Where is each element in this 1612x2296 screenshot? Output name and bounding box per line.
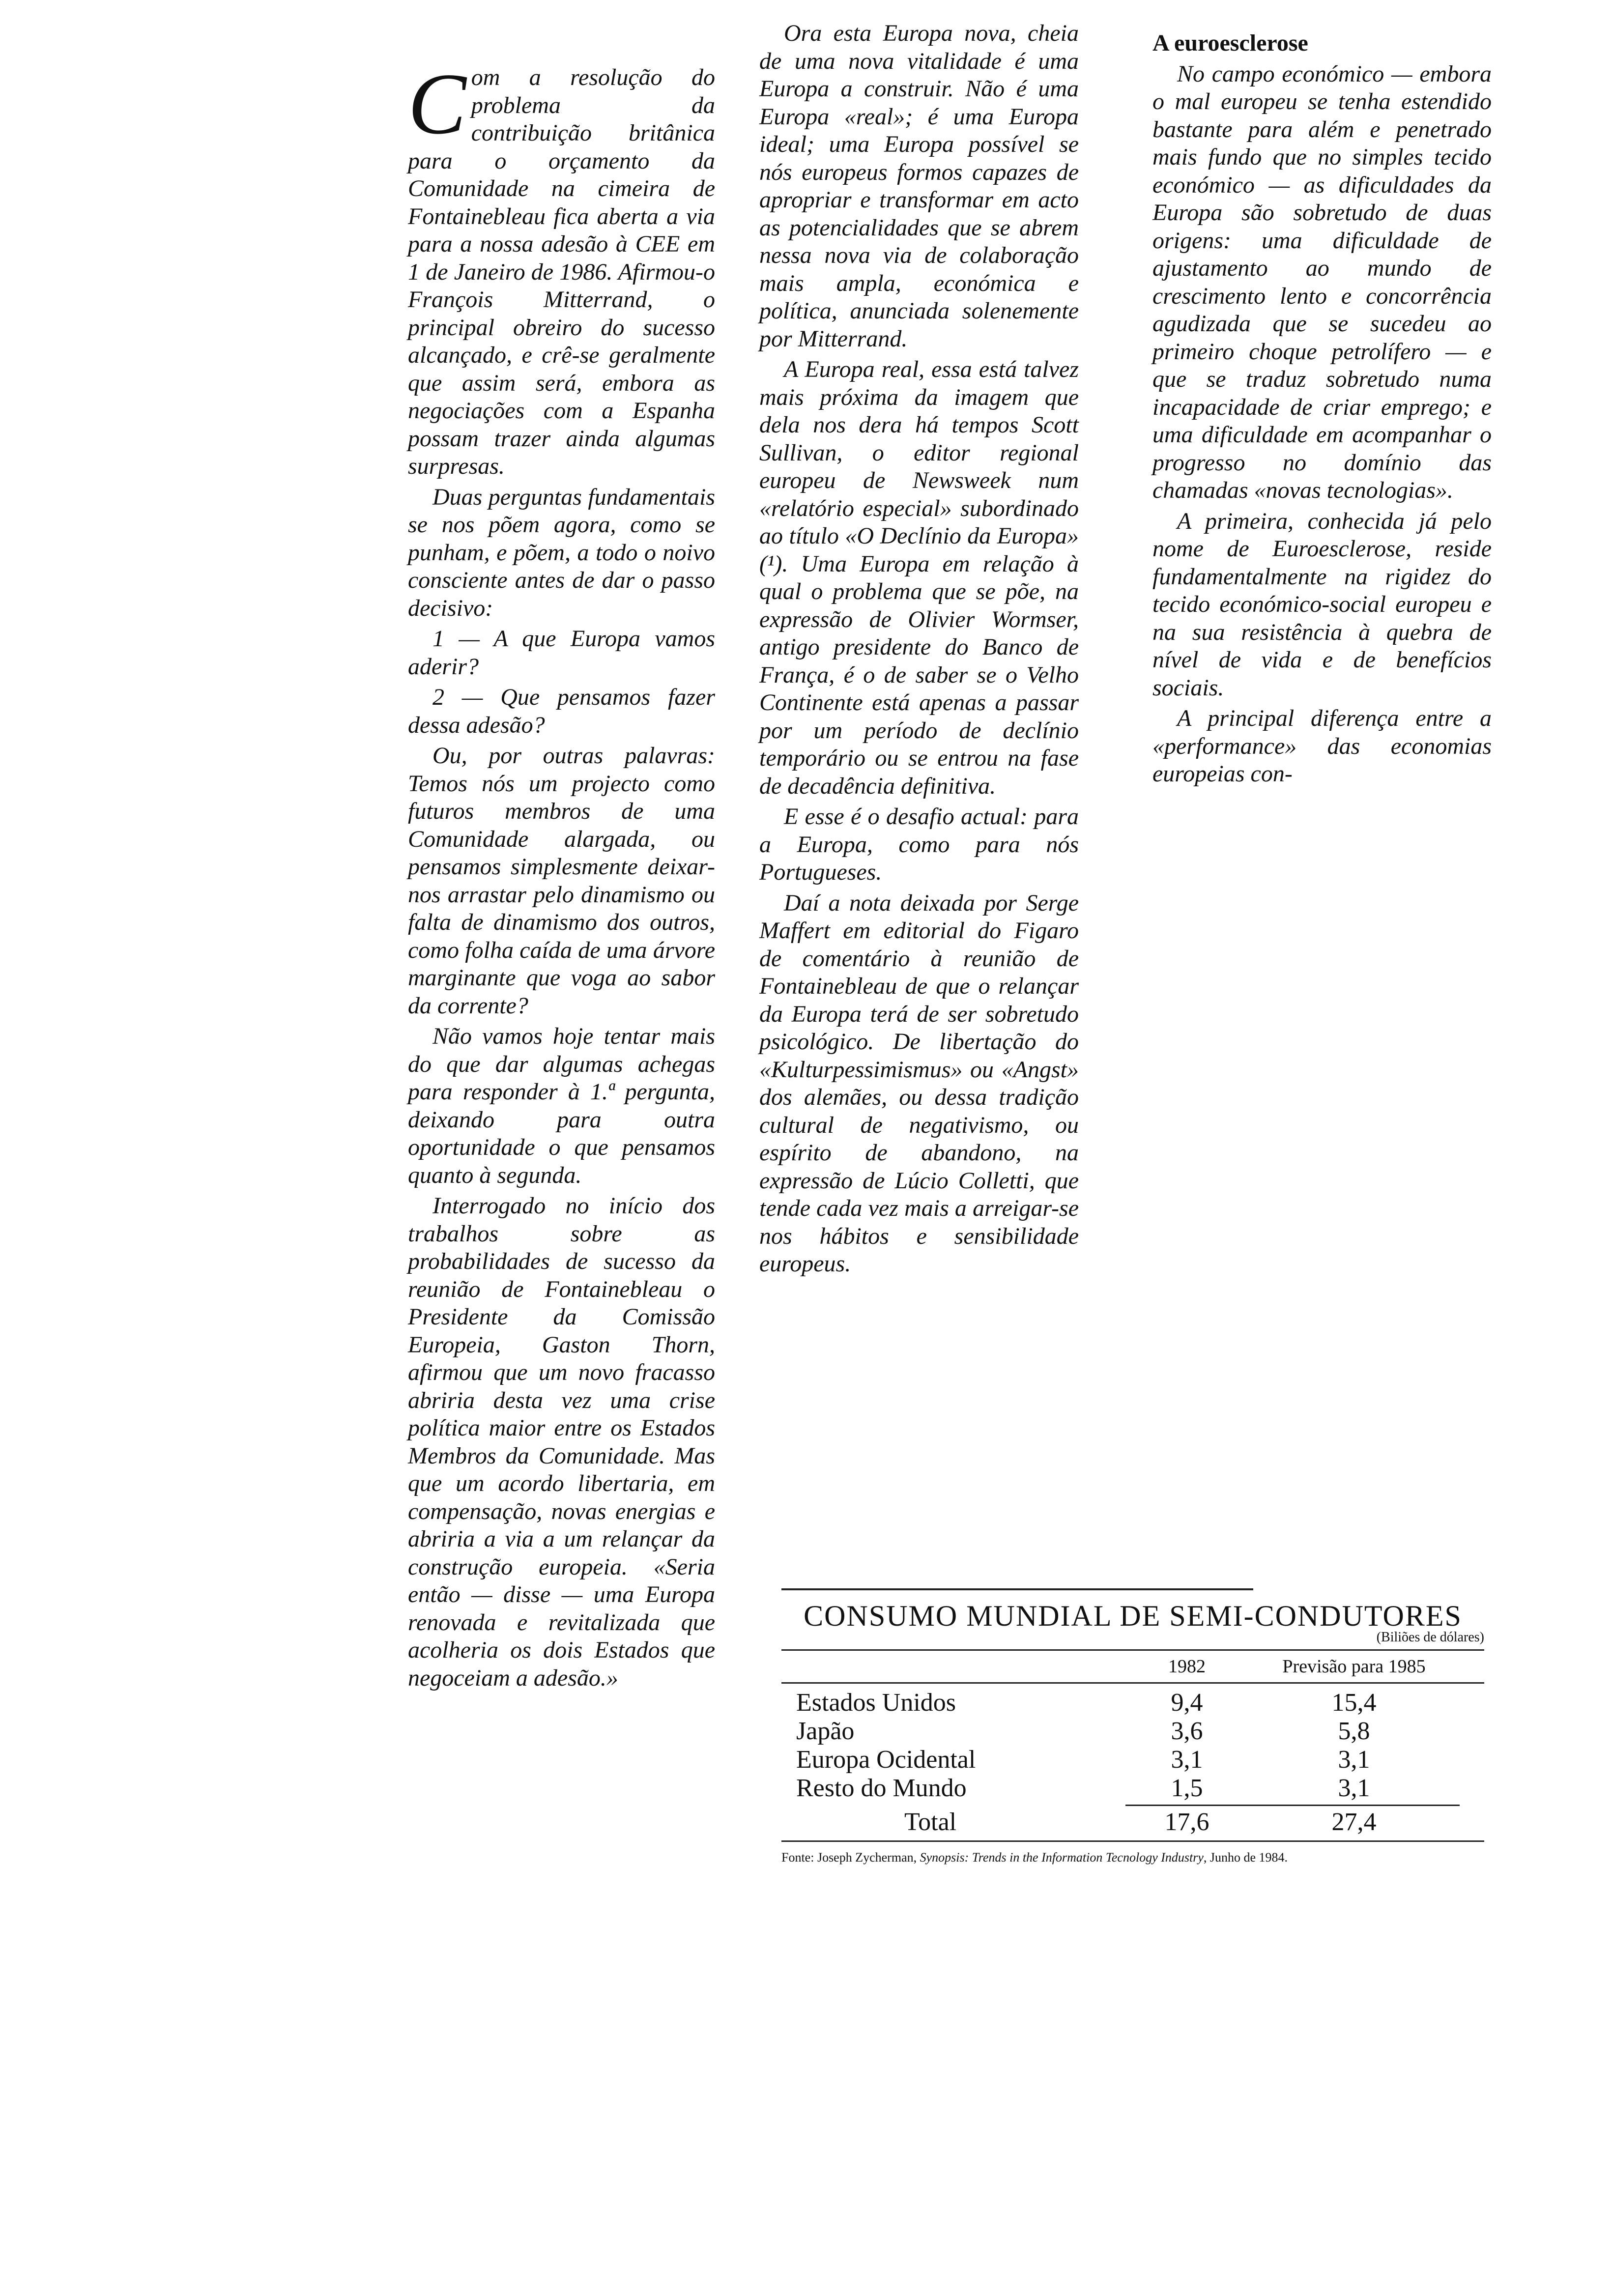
drop-cap: C [408, 55, 466, 152]
table-row: Estados Unidos 9,4 15,4 [796, 1689, 1377, 1717]
table-title: CONSUMO MUNDIAL DE SEMI-CONDUTORES [804, 1600, 1462, 1632]
paragraph: Daí a nota deixada por Serge Maffert em editorial do Figaro de comentário à reunião de Fontainebleau de que o relançar da Europa terá de ser sobretudo psicológico. De libertação do «Kulturpessimismus» ou «Angst» dos alemães, ou dessa tradição cultural de negativismo, ou espírito de abandono, na expressão de Lúcio Colletti, que tende cada vez mais a arreigar-se nos hábitos e sensibilidade europeus. [759, 890, 1079, 1277]
top-rule [781, 1588, 1253, 1590]
bottom-rule [781, 1840, 1484, 1842]
paragraph: Ora esta Europa nova, cheia de uma nova vitalidade é uma Europa a construir. Não é uma Europa «real»; é uma Europa ideal; uma Europa possível se nós europeus formos capazes de apropriar e transformar em acto as potencialidades que se abrem nessa nova via de colaboração mais ampla, económica e política, anunciada solenemente por Mitterrand. [759, 20, 1079, 352]
article-column-2 [759, 20, 1079, 1281]
paragraph: A Europa real, essa está talvez mais próxima da imagem que dela nos dera há tempos Scott Sullivan, o editor regional europeu de Newsweek num «relatório especial» subordinado ao título «O Declínio da Europa» (¹). Uma Europa em relação à qual o problema que se põe, na expressão de Olivier Wormser, antigo presidente do Banco de França, é o de saber se o Velho Continente está apenas a passar por um período de declínio temporário ou se entrou na fase de decadência definitiva. [759, 356, 1079, 799]
paragraph: Não vamos hoje tentar mais do que dar algumas achegas para responder à 1.ª pergunta, deixando para outra oportunidade o que pensamos quanto à segunda. [408, 1023, 715, 1188]
article-column-1 [408, 55, 715, 1695]
header-1985: Previsão para 1985 [1282, 1656, 1426, 1677]
paragraph: Com a resolução do problema da contribuição britânica para o orçamento da Comunidade na cimeira de Fontainebleau fica aberta a via para a nossa adesão à CEE em 1 de Janeiro de 1986. Afirmou-o François Mitterrand, o principal obreiro do sucesso alcançado, e crê-se geralmente que assim será, embora as negociações com a Espanha possam trazer ainda algumas surpresas. [408, 55, 715, 479]
paragraph: E esse é o desafio actual: para a Europa, como para nós Portugueses. [759, 804, 1079, 885]
table-row: Japão 3,6 5,8 [796, 1717, 1370, 1745]
paragraph: Duas perguntas fundamentais se nos põem agora, como se punham, e põem, a todo o noivo consciente antes de dar o passo decisivo: [408, 484, 715, 621]
table-row: Resto do Mundo 1,5 3,1 [796, 1774, 1370, 1802]
paragraph: Ou, por outras palavras: Temos nós um projecto como futuros membros de uma Comunidade alargada, ou pensamos simplesmente deixar-nos arrastar pelo dinamismo ou falta de dinamismo dos outros, como folha caída de uma árvore marginante que voga ao sabor da corrente? [408, 743, 715, 1019]
paragraph: 2 — Que pensamos fazer dessa adesão? [408, 684, 715, 738]
header-rule [781, 1682, 1484, 1684]
header-blank [781, 1656, 1125, 1677]
header-1982: 1982 [1168, 1656, 1206, 1677]
table-source: Fonte: Joseph Zycherman, Synopsis: Trends in the Information Tecnology Industry, Junho de 1984. [781, 1850, 1288, 1865]
paragraph: Interrogado no início dos trabalhos sobre as probabilidades de sucesso da reunião de Fontainebleau o Presidente da Comissão Europeia, Gaston Thorn, afirmou que um novo fracasso abriria desta vez uma crise política maior entre os Estados Membros da Comunidade. Mas que um acordo libertaria, em compensação, novas energias e abriria a via a um relançar da construção europeia. «Seria então — disse — uma Europa renovada e revitalizada que acolheria os dois Estados que negoceiam a adesão.» [408, 1193, 715, 1691]
paragraph: No campo económico — embora o mal europeu se tenha estendido bastante para além e penetrado mais fundo que no simples tecido económico — as dificuldades da Europa são sobretudo de duas origens: uma dificuldade de ajustamento ao mundo de crescimento lento e concorrência agudizada que se sucedeu ao primeiro choque petrolífero — e que se traduz sobretudo numa incapacidade de criar emprego; e uma dificuldade em acompanhar o progresso no domínio das chamadas «novas tecnologias». [1152, 60, 1492, 503]
title-rule [781, 1649, 1484, 1651]
table-row: Europa Ocidental 3,1 3,1 [796, 1746, 1370, 1774]
table-header-row [781, 1656, 1484, 1677]
paragraph: A principal diferença entre a «performance» das economias europeias con- [1152, 705, 1492, 787]
table-total-row: Total 17,6 27,4 [904, 1808, 1377, 1836]
article-column-3 [1152, 29, 1492, 791]
semiconductor-table [781, 1588, 1484, 1866]
total-rule [1125, 1805, 1460, 1806]
paragraph: A primeira, conhecida já pelo nome de Euroesclerose, reside fundamentalmente na rigidez do tecido económico-social europeu e na sua resistência à quebra de nível de vida e de benefícios sociais. [1152, 508, 1492, 701]
table-unit: (Biliões de dólares) [1376, 1630, 1484, 1645]
paragraph: 1 — A que Europa vamos aderir? [408, 626, 715, 680]
section-heading: A euroesclerose [1152, 30, 1308, 56]
